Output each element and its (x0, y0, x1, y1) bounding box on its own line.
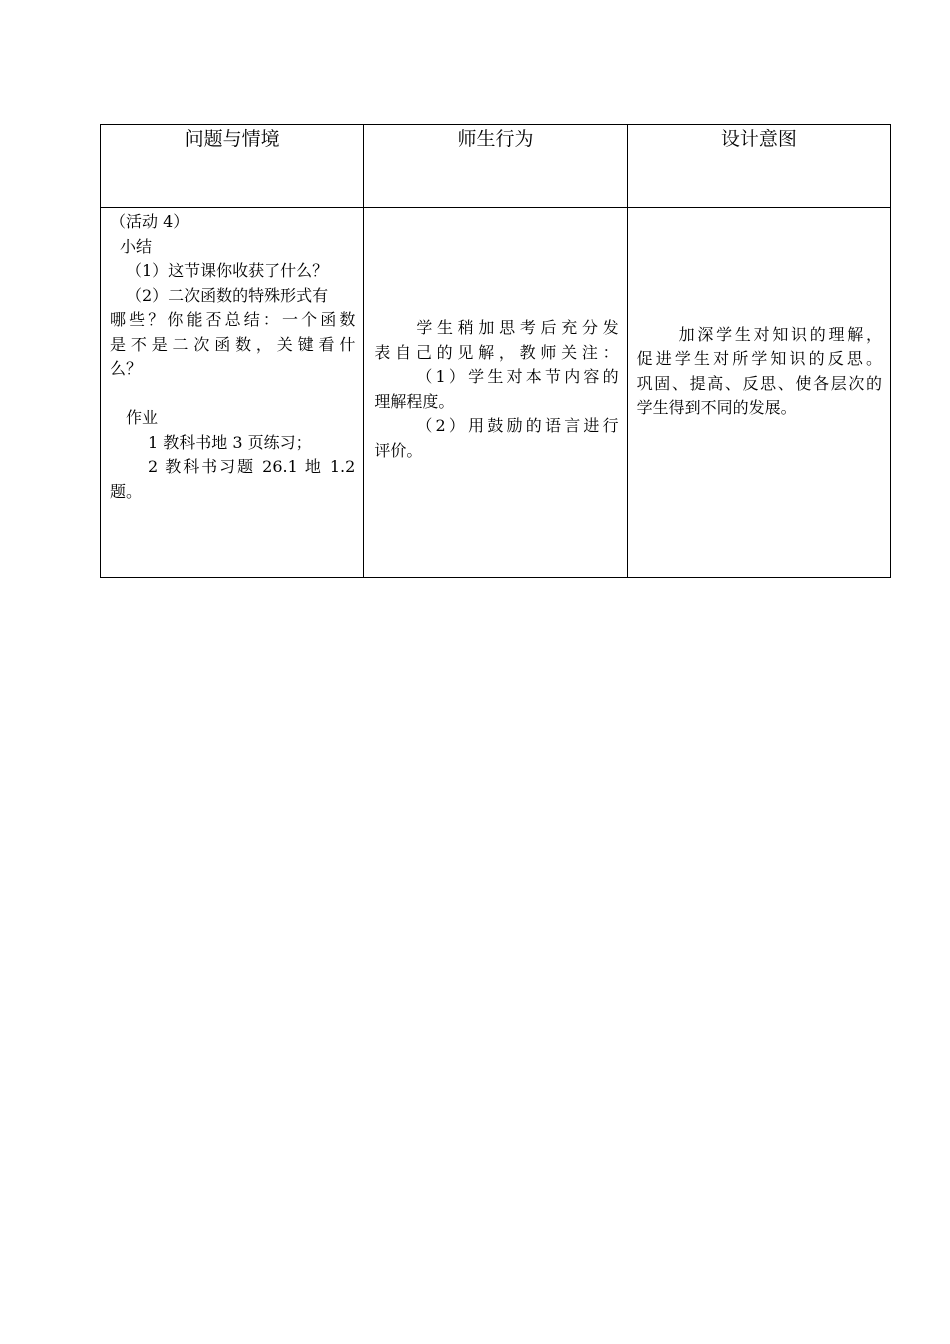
question-2-line-4: 么？ (110, 359, 143, 378)
question-2-line-3: 是不是二次函数，关键看什 (110, 334, 356, 354)
behavior-line-2: 表自己的见解，教师关注： (374, 342, 619, 362)
summary-title: 小结 (120, 236, 153, 256)
behavior-line-3: （1）学生对本节内容的 (416, 367, 619, 386)
header-behavior: 师生行为 (364, 125, 627, 208)
behavior-line-6: 评价。 (374, 440, 423, 460)
header-situation: 问题与情境 (101, 125, 364, 208)
behavior-line-1: 学生稍加思考后充分发 (416, 318, 619, 337)
intent-line-4: 学生得到不同的发展。 (636, 398, 797, 417)
behavior-line-4: 理解程度。 (374, 391, 455, 411)
homework-item-1: 1 教科书地 3 页练习； (148, 432, 312, 452)
behavior-cell (364, 208, 627, 578)
intent-line-1: 加深学生对知识的理解， (678, 324, 882, 344)
question-1: （1）这节课你收获了什么？ (126, 261, 329, 280)
lesson-plan-table (100, 124, 891, 578)
behavior-line-5: （2）用鼓励的语言进行 (416, 416, 619, 435)
activity-label: （活动 4） (110, 212, 190, 231)
question-2-line-2: 哪些？你能否总结：一个函数 (110, 310, 356, 329)
question-2-line-1: （2）二次函数的特殊形式有 (126, 285, 329, 305)
intent-line-2: 促进学生对所学知识的反思。 (636, 349, 882, 368)
intent-line-3: 巩固、提高、反思、使各层次的 (636, 373, 882, 393)
homework-title: 作业 (126, 408, 159, 427)
homework-item-2-line-1: 2 教科书习题 26.1 地 1.2 (148, 457, 356, 476)
situation-cell (101, 208, 364, 578)
intent-text (637, 323, 882, 421)
table-header-row (101, 125, 891, 208)
intent-cell (627, 208, 890, 578)
paragraph-gap (110, 382, 355, 407)
table-body-row (101, 208, 891, 578)
behavior-text (374, 316, 618, 463)
homework-item-2-line-2: 题。 (110, 481, 143, 501)
header-intent: 设计意图 (627, 125, 890, 208)
